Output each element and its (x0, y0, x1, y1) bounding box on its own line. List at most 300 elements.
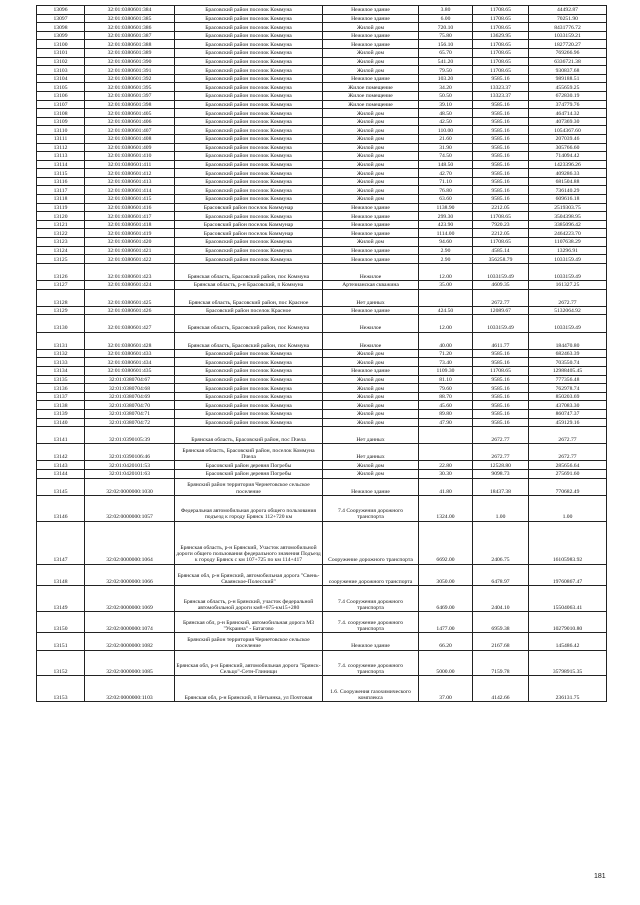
cadastral-value-cell: 5132064.92 (529, 306, 607, 315)
cadastral-value-cell: 2519303.75 (529, 203, 607, 212)
row-number-cell: 13137 (37, 392, 85, 401)
cadastral-value-cell: 145486.42 (529, 633, 607, 650)
specific-value-cell: 12528.80 (473, 461, 529, 470)
area-cell: 424.50 (419, 306, 473, 315)
object-type-cell: Нежилое здание (323, 40, 419, 49)
cadastral-number-cell: 32:01:0380601:388 (85, 40, 175, 49)
object-type-cell: Нежилое здание (323, 74, 419, 83)
table-row (37, 177, 607, 186)
area-cell: 12.00 (419, 263, 473, 280)
specific-value-cell: 11708.65 (473, 23, 529, 32)
specific-value-cell: 11708.65 (473, 48, 529, 57)
specific-value-cell: 18437.38 (473, 478, 529, 495)
address-cell: Брасовский район деревня Погребы (175, 470, 323, 479)
address-cell: Брянская область, Брасовский район, пос Коммуна (175, 315, 323, 332)
address-cell: Брасовский район поселок Коммуна (175, 401, 323, 410)
area-cell: 423.90 (419, 220, 473, 229)
row-number-cell: 13135 (37, 375, 85, 384)
cadastral-number-cell: 32:01:0380601:426 (85, 306, 175, 315)
area-cell (419, 289, 473, 306)
table-row (37, 366, 607, 375)
object-type-cell: Нежилое здание (323, 220, 419, 229)
table-row (37, 564, 607, 586)
address-cell: Брасовский район поселок Коммуна (175, 143, 323, 152)
object-type-cell: Нет данных (323, 444, 419, 461)
address-cell: Брасовский район поселок Коммуна (175, 246, 323, 255)
cadastral-number-cell: 32:01:0380601:389 (85, 48, 175, 57)
specific-value-cell: 11708.65 (473, 366, 529, 375)
object-type-cell: Нежилое здание (323, 366, 419, 375)
cadastral-number-cell: 32:01:0380601:407 (85, 126, 175, 135)
row-number-cell: 13127 (37, 281, 85, 290)
cadastral-number-cell: 32:01:0380601:408 (85, 134, 175, 143)
row-number-cell: 13112 (37, 143, 85, 152)
cadastral-number-cell: 32:01:0420101:63 (85, 470, 175, 479)
row-number-cell: 13145 (37, 478, 85, 495)
specific-value-cell: 9585.16 (473, 169, 529, 178)
area-cell: 48.50 (419, 109, 473, 118)
specific-value-cell: 9585.16 (473, 109, 529, 118)
cadastral-value-cell: 681504.88 (529, 177, 607, 186)
address-cell: Брасовский район поселок Коммуна (175, 392, 323, 401)
cadastral-value-cell: 161327.25 (529, 281, 607, 290)
cadastral-value-cell: 860747.37 (529, 409, 607, 418)
cadastral-number-cell: 32:01:0380601:413 (85, 177, 175, 186)
cadastral-value-cell: 3385096.42 (529, 220, 607, 229)
cadastral-value-cell: 275691.60 (529, 470, 607, 479)
cadastral-number-cell: 32:01:0380601:392 (85, 74, 175, 83)
row-number-cell: 13119 (37, 203, 85, 212)
area-cell: 63.60 (419, 195, 473, 204)
specific-value-cell: 4611.77 (473, 332, 529, 349)
cadastral-value-cell: 2672.77 (529, 444, 607, 461)
cadastral-value-cell: 1423396.26 (529, 160, 607, 169)
specific-value-cell: 9585.16 (473, 401, 529, 410)
specific-value-cell: 9585.16 (473, 152, 529, 161)
object-type-cell: Жилое помещение (323, 100, 419, 109)
cadastral-value-cell: 1054367.60 (529, 126, 607, 135)
cadastral-value-cell: 464714.32 (529, 109, 607, 118)
specific-value-cell: 9585.16 (473, 186, 529, 195)
row-number-cell: 13140 (37, 418, 85, 427)
table-row (37, 444, 607, 461)
cadastral-number-cell: 32:01:0380601:397 (85, 91, 175, 100)
specific-value-cell: 2672.77 (473, 427, 529, 444)
specific-value-cell: 6959.38 (473, 611, 529, 633)
area-cell: 1109.30 (419, 366, 473, 375)
cadastral-number-cell: 32:01:0380704:70 (85, 401, 175, 410)
specific-value-cell: 9585.16 (473, 392, 529, 401)
cadastral-value-cell: 2672.77 (529, 289, 607, 306)
cadastral-value-cell: 374779.76 (529, 100, 607, 109)
address-cell: Брасовский район деревня Погребы (175, 461, 323, 470)
specific-value-cell: 9585.16 (473, 409, 529, 418)
cadastral-value-cell: 455659.25 (529, 83, 607, 92)
specific-value-cell: 9585.16 (473, 177, 529, 186)
table-row (37, 349, 607, 358)
cadastral-value-cell: 1033159.49 (529, 255, 607, 264)
specific-value-cell: 9585.16 (473, 117, 529, 126)
table-row (37, 633, 607, 650)
specific-value-cell: 4609.35 (473, 281, 529, 290)
cadastral-value-cell: 437083.30 (529, 401, 607, 410)
specific-value-cell: 2212.05 (473, 229, 529, 238)
address-cell: Брасовский район поселок Коммуна (175, 238, 323, 247)
cadastral-number-cell: 32:02:0000000:1030 (85, 478, 175, 495)
row-number-cell: 13131 (37, 332, 85, 349)
table-row (37, 126, 607, 135)
cadastral-number-cell: 32:01:0380601:434 (85, 358, 175, 367)
cadastral-number-cell: 32:01:0420101:53 (85, 461, 175, 470)
cadastral-value-cell: 1033159.49 (529, 315, 607, 332)
area-cell: 94.60 (419, 238, 473, 247)
address-cell: Брасовский район поселок Коммуна (175, 40, 323, 49)
row-number-cell: 13148 (37, 564, 85, 586)
row-number-cell: 13142 (37, 444, 85, 461)
row-number-cell: 13106 (37, 91, 85, 100)
area-cell: 3.80 (419, 6, 473, 15)
area-cell: 30.30 (419, 470, 473, 479)
row-number-cell: 13122 (37, 229, 85, 238)
address-cell: Брянская обл, р-н Брянский, автомобильная дорога М3 "Украина" - Батагово (175, 611, 323, 633)
area-cell: 39.10 (419, 100, 473, 109)
specific-value-cell: 1033159.49 (473, 315, 529, 332)
row-number-cell: 13147 (37, 521, 85, 564)
row-number-cell: 13152 (37, 650, 85, 676)
row-number-cell: 13130 (37, 315, 85, 332)
row-number-cell: 13128 (37, 289, 85, 306)
cadastral-number-cell: 32:01:0380601:387 (85, 31, 175, 40)
table-row (37, 152, 607, 161)
row-number-cell: 13150 (37, 611, 85, 633)
object-type-cell: 1.6. Сооружения газохимического комплекса (323, 676, 419, 702)
specific-value-cell: 9585.16 (473, 74, 529, 83)
cadastral-value-cell: 1.00 (529, 495, 607, 521)
specific-value-cell: 13629.95 (473, 31, 529, 40)
address-cell: Брянская область, Брасовский район, пос Пчела (175, 427, 323, 444)
area-cell: 65.70 (419, 48, 473, 57)
object-type-cell: Нежилое здание (323, 14, 419, 23)
address-cell: Брянская обл, р-н Брянский, автомобильная дорога "Брянск-Сельцо"-Сетн-Глинищи (175, 650, 323, 676)
table-row (37, 66, 607, 75)
row-number-cell: 13104 (37, 74, 85, 83)
table-row (37, 48, 607, 57)
area-cell: 1138.90 (419, 203, 473, 212)
cadastral-value-cell: 13296.91 (529, 246, 607, 255)
area-cell: 31.90 (419, 143, 473, 152)
row-number-cell: 13123 (37, 238, 85, 247)
area-cell: 37.00 (419, 676, 473, 702)
address-cell: Брасовский район поселок Коммуна (175, 358, 323, 367)
area-cell: 76.80 (419, 186, 473, 195)
object-type-cell: Жилой дом (323, 66, 419, 75)
row-number-cell: 13138 (37, 401, 85, 410)
object-type-cell: Жилой дом (323, 392, 419, 401)
address-cell: Брасовский район поселок Коммуна (175, 177, 323, 186)
row-number-cell: 13109 (37, 117, 85, 126)
cadastral-value-cell: 770682.49 (529, 478, 607, 495)
area-cell: 299.30 (419, 212, 473, 221)
cadastral-number-cell: 32:02:0000000:1085 (85, 650, 175, 676)
object-type-cell: Нет данных (323, 289, 419, 306)
row-number-cell: 13146 (37, 495, 85, 521)
table-row (37, 220, 607, 229)
cadastral-value-cell: 12988405.45 (529, 366, 607, 375)
cadastral-value-cell: 989188.51 (529, 74, 607, 83)
object-type-cell: Жилой дом (323, 169, 419, 178)
address-cell: Брасовский район поселок Коммуна (175, 409, 323, 418)
cadastral-number-cell: 32:01:0380601:415 (85, 195, 175, 204)
object-type-cell: Нежилое (323, 263, 419, 280)
cadastral-value-cell: 70251.90 (529, 14, 607, 23)
table-row (37, 74, 607, 83)
table-row (37, 186, 607, 195)
address-cell: Брянская область, р-н Брянский, Участок автомобильной дороги общего пользования федерального значения Подъезд к городу Брянск с км 107+725 по км 114+417 (175, 521, 323, 564)
object-type-cell: Жилой дом (323, 23, 419, 32)
cadastral-value-table (36, 5, 607, 702)
cadastral-number-cell: 32:01:0380601:435 (85, 366, 175, 375)
address-cell: Брасовский район поселок Коммуна (175, 31, 323, 40)
row-number-cell: 13118 (37, 195, 85, 204)
object-type-cell: Жилой дом (323, 375, 419, 384)
area-cell: 6469.00 (419, 586, 473, 612)
address-cell: Брасовский район поселок Коммуна (175, 152, 323, 161)
area-cell: 1114.00 (419, 229, 473, 238)
address-cell: Брянская область, р-н Брасовский, п Коммуна (175, 281, 323, 290)
address-cell: Брасовский район поселок Коммуна (175, 418, 323, 427)
table-row (37, 91, 607, 100)
cadastral-number-cell: 32:01:0380601:405 (85, 109, 175, 118)
specific-value-cell: 9585.16 (473, 375, 529, 384)
table-row (37, 109, 607, 118)
row-number-cell: 13100 (37, 40, 85, 49)
address-cell: Брянский район территория Чернетовское сельское поселение (175, 478, 323, 495)
area-cell: 71.20 (419, 349, 473, 358)
row-number-cell: 13149 (37, 586, 85, 612)
specific-value-cell: 9585.16 (473, 349, 529, 358)
area-cell: 148.50 (419, 160, 473, 169)
cadastral-number-cell: 32:01:0380601:421 (85, 246, 175, 255)
cadastral-value-cell: 682463.39 (529, 349, 607, 358)
table-row (37, 401, 607, 410)
table-row (37, 375, 607, 384)
table-row (37, 409, 607, 418)
cadastral-number-cell: 32:02:0000000:1082 (85, 633, 175, 650)
cadastral-number-cell: 32:02:0000000:1066 (85, 564, 175, 586)
area-cell: 47.90 (419, 418, 473, 427)
object-type-cell: Жилой дом (323, 152, 419, 161)
table-row (37, 117, 607, 126)
row-number-cell: 13117 (37, 186, 85, 195)
area-cell: 79.60 (419, 384, 473, 393)
specific-value-cell: 4142.66 (473, 676, 529, 702)
table-row (37, 212, 607, 221)
object-type-cell: Жилой дом (323, 238, 419, 247)
row-number-cell: 13121 (37, 220, 85, 229)
table-row (37, 676, 607, 702)
area-cell: 541.20 (419, 57, 473, 66)
specific-value-cell: 12089.67 (473, 306, 529, 315)
table-row (37, 83, 607, 92)
table-row (37, 495, 607, 521)
table-row (37, 195, 607, 204)
cadastral-value-cell: 3504398.95 (529, 212, 607, 221)
address-cell: Брасовский район поселок Коммуна (175, 349, 323, 358)
object-type-cell: Жилой дом (323, 57, 419, 66)
area-cell: 75.80 (419, 31, 473, 40)
table-row (37, 306, 607, 315)
area-cell: 103.20 (419, 74, 473, 83)
table-row (37, 169, 607, 178)
object-type-cell: Жилой дом (323, 126, 419, 135)
area-cell: 720.10 (419, 23, 473, 32)
cadastral-value-cell: 409286.33 (529, 169, 607, 178)
address-cell: Брасовский район поселок Коммуна (175, 23, 323, 32)
cadastral-value-cell: 207039.46 (529, 134, 607, 143)
object-type-cell: Жилой дом (323, 117, 419, 126)
row-number-cell: 13111 (37, 134, 85, 143)
specific-value-cell: 356258.79 (473, 255, 529, 264)
cadastral-value-cell: 16105983.92 (529, 521, 607, 564)
address-cell: Брянская область, Брасовский район, поселок Коммуна Пчела (175, 444, 323, 461)
object-type-cell: Нежилое здание (323, 246, 419, 255)
table-row (37, 281, 607, 290)
specific-value-cell: 9585.16 (473, 143, 529, 152)
cadastral-value-cell: 44492.87 (529, 6, 607, 15)
object-type-cell: 7.4. сооружение дорожного транспорта (323, 650, 419, 676)
specific-value-cell: 2672.77 (473, 444, 529, 461)
table-row (37, 315, 607, 332)
cadastral-number-cell: 32:01:0380601:417 (85, 212, 175, 221)
row-number-cell: 13132 (37, 349, 85, 358)
table-body (37, 6, 607, 702)
table-row (37, 478, 607, 495)
area-cell: 34.20 (419, 83, 473, 92)
table-row (37, 238, 607, 247)
cadastral-value-cell: 184470.80 (529, 332, 607, 349)
cadastral-number-cell: 32:01:0380601:425 (85, 289, 175, 306)
table-row (37, 160, 607, 169)
cadastral-value-cell: 1033159.49 (529, 263, 607, 280)
area-cell: 66.20 (419, 633, 473, 650)
address-cell: Брасовский район поселок Коммуна (175, 74, 323, 83)
area-cell: 81.10 (419, 375, 473, 384)
table-row (37, 229, 607, 238)
cadastral-number-cell: 32:01:0380601:386 (85, 23, 175, 32)
row-number-cell: 13124 (37, 246, 85, 255)
object-type-cell: сооружение дорожного транспорта (323, 564, 419, 586)
table-row (37, 57, 607, 66)
row-number-cell: 13097 (37, 14, 85, 23)
specific-value-cell: 9098.73 (473, 470, 529, 479)
area-cell: 6692.00 (419, 521, 473, 564)
cadastral-number-cell: 32:01:0380704:67 (85, 375, 175, 384)
specific-value-cell: 11708.65 (473, 212, 529, 221)
cadastral-value-cell: 930837.68 (529, 66, 607, 75)
object-type-cell: Нежилое здание (323, 31, 419, 40)
object-type-cell: Жилой дом (323, 349, 419, 358)
object-type-cell: Жилое помещение (323, 83, 419, 92)
area-cell: 73.40 (419, 358, 473, 367)
object-type-cell: Нежилое здание (323, 229, 419, 238)
row-number-cell: 13133 (37, 358, 85, 367)
cadastral-value-cell: 703550.74 (529, 358, 607, 367)
cadastral-number-cell: 32:01:0380704:68 (85, 384, 175, 393)
cadastral-value-cell: 10279010.80 (529, 611, 607, 633)
cadastral-value-cell: 2672.77 (529, 427, 607, 444)
cadastral-number-cell: 32:01:0380601:419 (85, 229, 175, 238)
table-row (37, 418, 607, 427)
cadastral-number-cell: 32:01:0380601:390 (85, 57, 175, 66)
cadastral-number-cell: 32:01:0380601:428 (85, 332, 175, 349)
cadastral-number-cell: 32:01:0380601:424 (85, 281, 175, 290)
area-cell: 88.70 (419, 392, 473, 401)
cadastral-number-cell: 32:02:0000000:1064 (85, 521, 175, 564)
address-cell: Брянская область, Брасовский район, пос Коммуна (175, 263, 323, 280)
specific-value-cell: 11708.65 (473, 66, 529, 75)
row-number-cell: 13098 (37, 23, 85, 32)
cadastral-value-cell: 2464223.70 (529, 229, 607, 238)
row-number-cell: 13134 (37, 366, 85, 375)
cadastral-number-cell: 32:01:0380704:69 (85, 392, 175, 401)
row-number-cell: 13116 (37, 177, 85, 186)
table-row (37, 586, 607, 612)
specific-value-cell: 1.00 (473, 495, 529, 521)
table-row (37, 289, 607, 306)
object-type-cell: Жилой дом (323, 384, 419, 393)
object-type-cell: Нежилое (323, 332, 419, 349)
address-cell: Брянская обл, р-н Брянский, автомобильная дорога "Свень-Сваянское-Полесский" (175, 564, 323, 586)
object-type-cell: Нежилое здание (323, 212, 419, 221)
cadastral-number-cell: 32:01:0380601:416 (85, 203, 175, 212)
cadastral-number-cell: 32:02:0000000:1069 (85, 586, 175, 612)
table-row (37, 427, 607, 444)
specific-value-cell: 9585.16 (473, 195, 529, 204)
area-cell: 110.00 (419, 126, 473, 135)
area-cell (419, 427, 473, 444)
cadastral-number-cell: 32:01:0380601:423 (85, 263, 175, 280)
table-row (37, 255, 607, 264)
cadastral-value-cell: 762978.74 (529, 384, 607, 393)
specific-value-cell: 2672.77 (473, 289, 529, 306)
address-cell: Брасовский район поселок Коммуна (175, 14, 323, 23)
cadastral-number-cell: 32:01:0380601:385 (85, 14, 175, 23)
table-row (37, 143, 607, 152)
area-cell: 156.10 (419, 40, 473, 49)
cadastral-value-cell: 850203.69 (529, 392, 607, 401)
object-type-cell: Жилой дом (323, 143, 419, 152)
object-type-cell: Жилой дом (323, 461, 419, 470)
cadastral-value-cell: 407369.30 (529, 117, 607, 126)
row-number-cell: 13151 (37, 633, 85, 650)
specific-value-cell: 7159.78 (473, 650, 529, 676)
row-number-cell: 13102 (37, 57, 85, 66)
page-number: 181 (594, 873, 606, 880)
cadastral-number-cell: 32:01:0380601:398 (85, 100, 175, 109)
cadastral-value-cell: 1033159.21 (529, 31, 607, 40)
cadastral-value-cell: 15504063.41 (529, 586, 607, 612)
specific-value-cell: 11708.65 (473, 57, 529, 66)
row-number-cell: 13105 (37, 83, 85, 92)
object-type-cell: Нежилое здание (323, 633, 419, 650)
specific-value-cell: 9585.16 (473, 134, 529, 143)
table-row (37, 461, 607, 470)
specific-value-cell: 13323.37 (473, 83, 529, 92)
specific-value-cell: 13323.37 (473, 91, 529, 100)
cadastral-value-cell: 769266.96 (529, 48, 607, 57)
specific-value-cell: 11708.65 (473, 238, 529, 247)
area-cell: 42.50 (419, 117, 473, 126)
